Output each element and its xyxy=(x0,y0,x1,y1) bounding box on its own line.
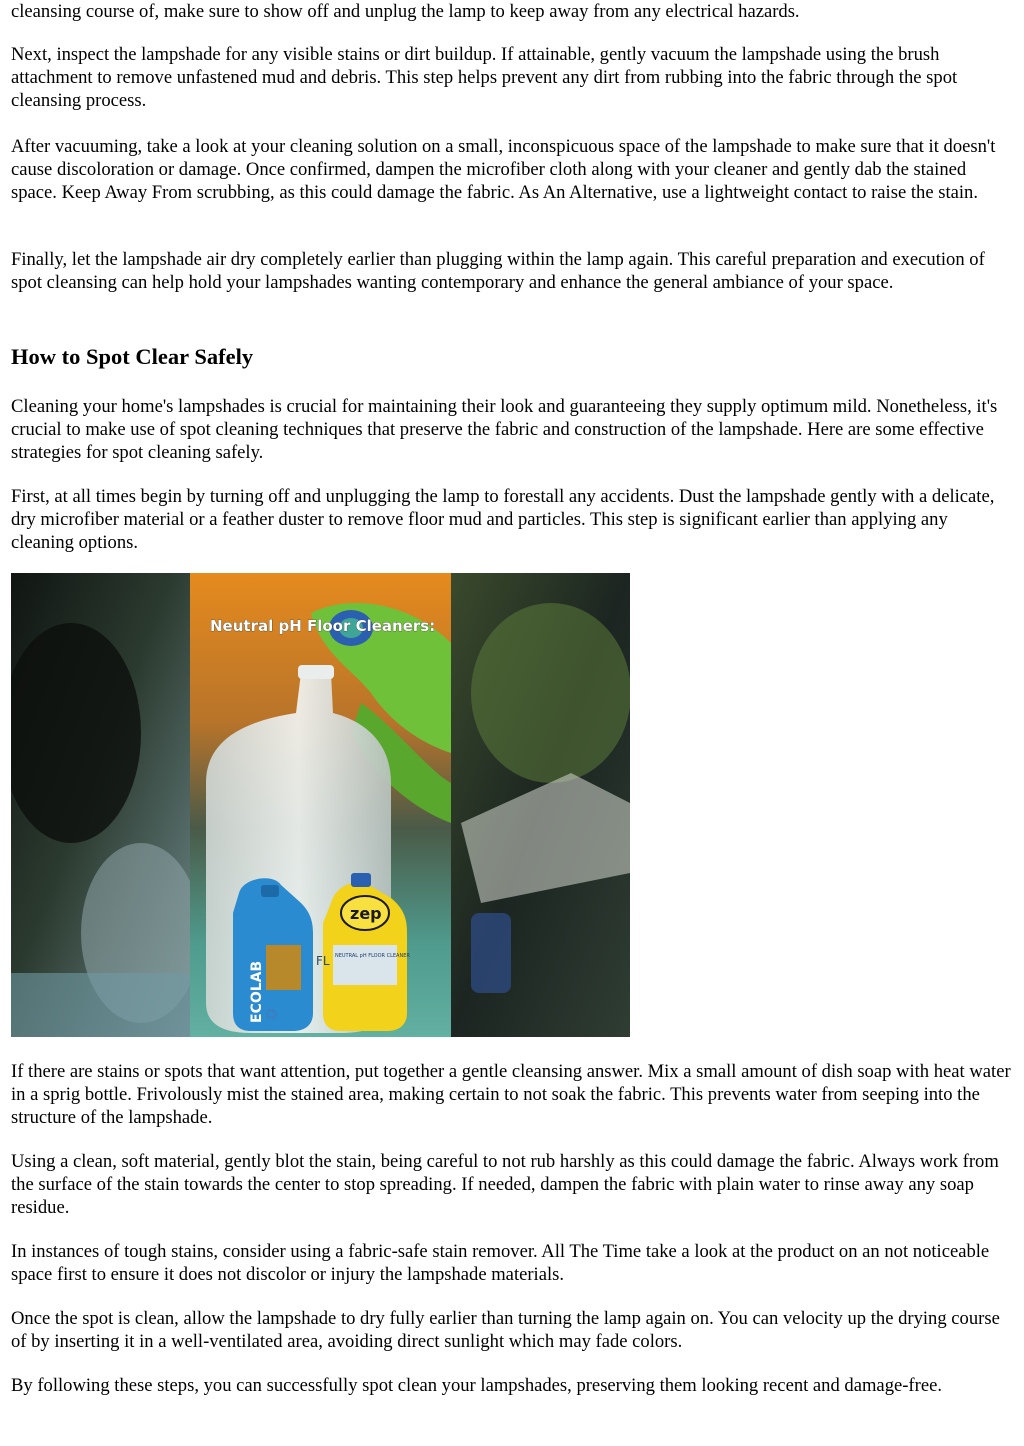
paragraph: First, at all times begin by turning off and unplugging the lamp to forestall any accidents. Dust the lampshade gently with a delicate, dry microfiber material or a feather duster to remove floor mud and particles. This step is significant earlier than applying any cleaning options. xyxy=(11,486,995,554)
paragraph: Once the spot is clean, allow the lampshade to dry fully earlier than turning the lamp again on. You can velocity up the drying course of by inserting it in a well-ventilated area, avoiding direct sunlight which may fade colors. xyxy=(11,1308,1000,1353)
section-heading: How to Spot Clear Safely xyxy=(11,344,254,369)
paragraph: In instances of tough stains, consider using a fabric-safe stain remover. All The Time take a look at the product on an not noticeable space first to ensure it does not discolor or injury the lampshade materials. xyxy=(11,1241,990,1286)
zep-product-label: NEUTRAL pH FLOOR CLEANER xyxy=(335,953,410,959)
paragraph: Next, inspect the lampshade for any visible stains or dirt buildup. If attainable, gently vacuum the lampshade using the brush attachment to remove unfastened mud and debris. This step helps prevent any dirt from rubbing into the fabric through the spot cleansing process. xyxy=(11,44,958,112)
image-caption: Neutral pH Floor Cleaners: xyxy=(210,617,436,635)
zep-brand-label: zep xyxy=(350,904,382,923)
cleaner-products-illustration xyxy=(11,573,630,1037)
paragraph: Cleaning your home's lampshades is crucial for maintaining their look and guaranteeing they supply optimum mild. Nonetheless, it's crucial to make use of spot cleaning techniques that preserve the fabric and construction of the lampshade. Here are some effective strategies for spot cleaning safely. xyxy=(11,396,998,464)
ecolab-brand-label: ECOLAB xyxy=(249,960,265,1023)
paragraph: After vacuuming, take a look at your cleaning solution on a small, inconspicuous space of the lampshade to make sure that it doesn't cause discoloration or damage. Once confirmed, dampen the microfiber cloth along with your cleaner and gently dab the stained space. Keep Away From scrubbing, as this could damage the fabric. As An Alternative, use a lightweight contact to raise the stain. xyxy=(11,136,996,204)
paragraph: cleansing course of, make sure to show off and unplug the lamp to keep away from any electrical hazards. xyxy=(11,1,800,22)
paragraph: Using a clean, soft material, gently blot the stain, being careful to not rub harshly as this could damage the fabric. Always work from the surface of the stain towards the center to stop spreading. If needed, dampen the fabric with plain water to rinse away any soap residue. xyxy=(11,1151,999,1219)
paragraph: Finally, let the lampshade air dry completely earlier than plugging within the lamp again. This careful preparation and execution of spot cleansing can help hold your lampshades wanting contemporary and enhance the general ambiance of your space. xyxy=(11,249,985,294)
svg-text:♻: ♻ xyxy=(264,1005,279,1024)
middle-label: FL xyxy=(316,954,330,968)
paragraph: If there are stains or spots that want attention, put together a gentle cleansing answer. Mix a small amount of dish soap with heat water in a sprig bottle. Frivolously mist the stained area, making certain to not soak the fabric. This prevents water from seeping into the structure of the lampshade. xyxy=(11,1061,1011,1129)
cleaner-products-image xyxy=(11,573,630,1037)
paragraph: By following these steps, you can successfully spot clean your lampshades, preserving them looking recent and damage-free. xyxy=(11,1375,942,1396)
